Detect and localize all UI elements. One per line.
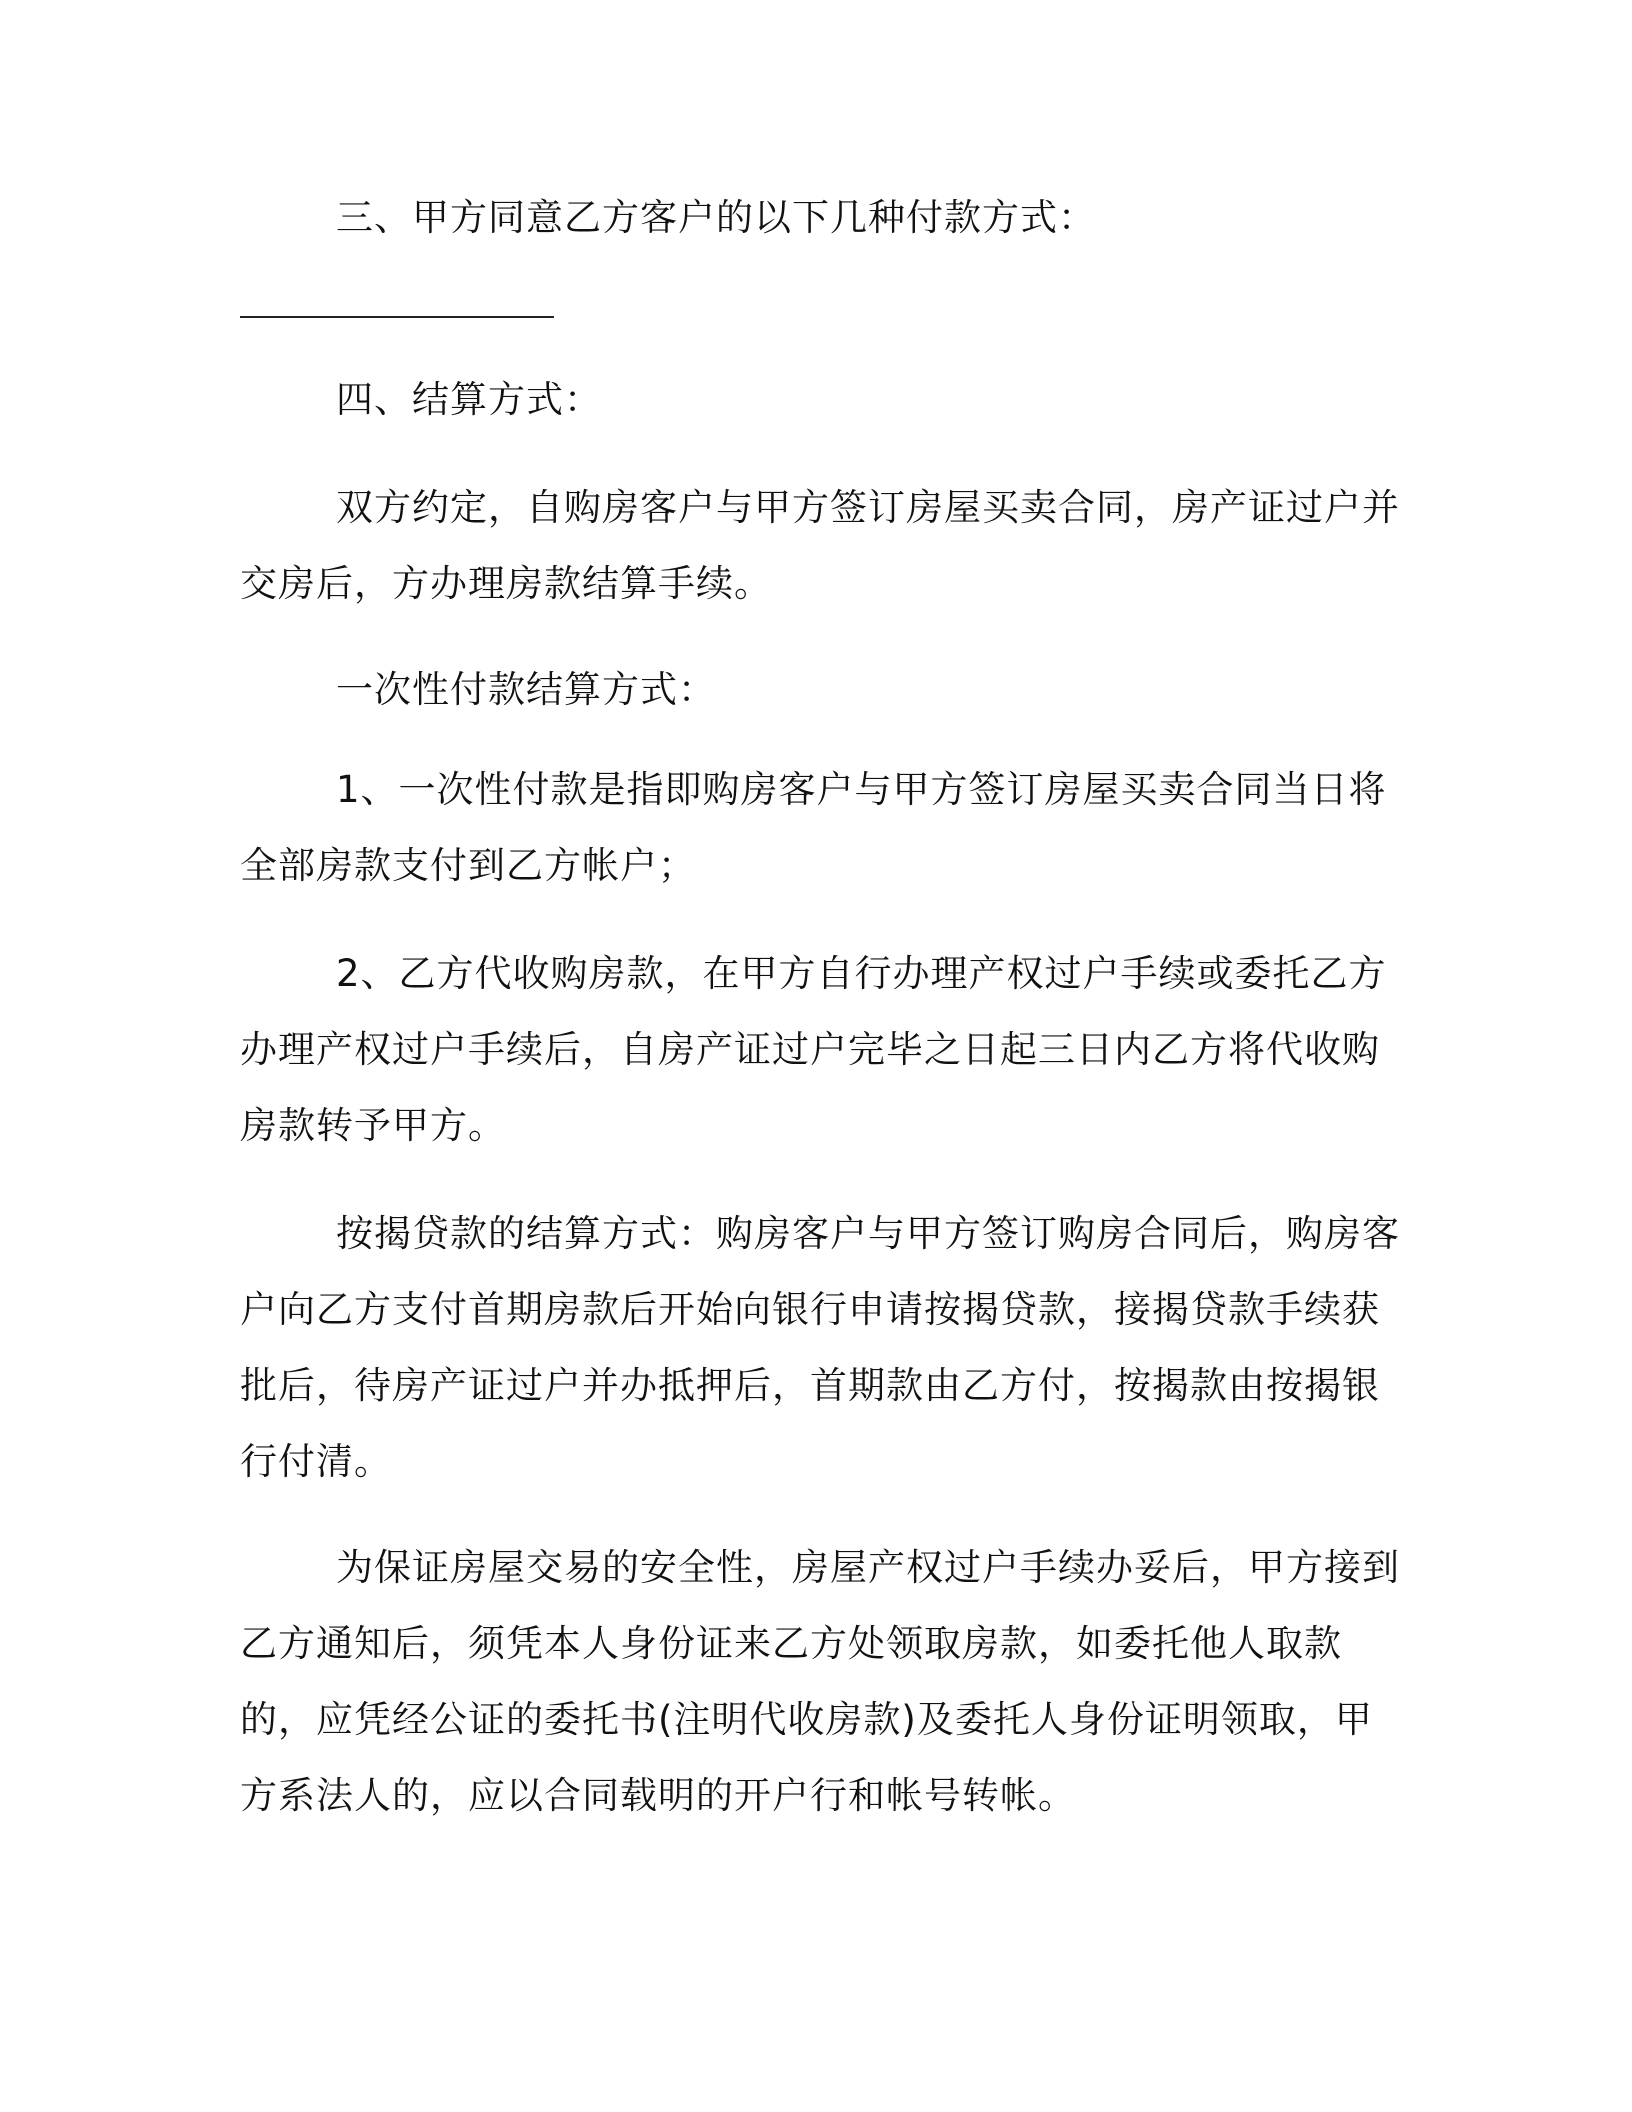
settlement-agreement-paragraph: 双方约定，自购房客户与甲方签订房屋买卖合同，房产证过户并交房后，方办理房款结算手续。 bbox=[240, 486, 1400, 605]
mortgage-settlement-paragraph: 按揭贷款的结算方式：购房客户与甲方签订购房合同后，购房客户向乙方支付首期房款后开始向银行申请按揭贷款，接揭贷款手续获批后，待房产证过户并办抵押后，首期款由乙方付，按揭款由按揭银行付清。 bbox=[240, 1212, 1400, 1483]
transaction-safety-paragraph: 为保证房屋交易的安全性，房屋产权过户手续办妥后，甲方接到乙方通知后，须凭本人身份证来乙方处领取房款，如委托他人取款的，应凭经公证的委托书(注明代收房款)及委托人身份证明领取，甲方系法人的，应以合同载明的开户行和帐号转帐。 bbox=[240, 1546, 1400, 1817]
section-four-heading: 四、结算方式： bbox=[336, 378, 602, 421]
lump-sum-heading: 一次性付款结算方式： bbox=[336, 668, 716, 711]
lump-sum-item-1: 1、一次性付款是指即购房客户与甲方签订房屋买卖合同当日将全部房款支付到乙方帐户； bbox=[240, 768, 1387, 887]
section-three-heading: 三、甲方同意乙方客户的以下几种付款方式： bbox=[336, 196, 1096, 239]
lump-sum-item-2: 2、乙方代收购房款，在甲方自行办理产权过户手续或委托乙方办理产权过户手续后，自房产证过户完毕之日起三日内乙方将代收购房款转予甲方。 bbox=[240, 952, 1387, 1147]
fill-in-blank-line bbox=[240, 316, 554, 318]
